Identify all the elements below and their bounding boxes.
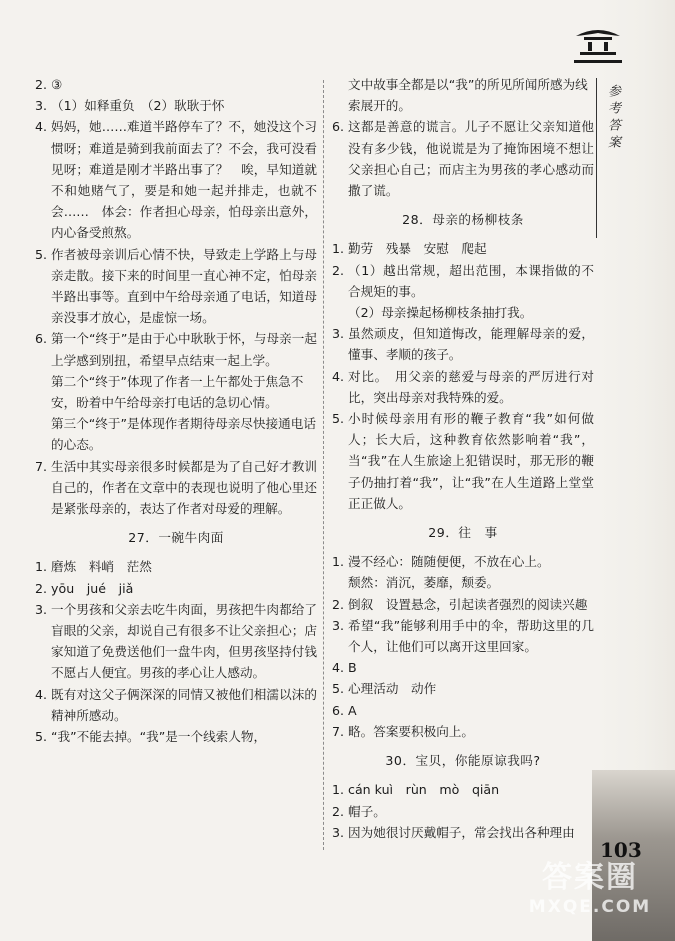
answer-item: 1. 磨炼 料峭 茫然	[35, 559, 152, 575]
answer-list	[35, 556, 317, 747]
answer-item: 6. A	[332, 702, 357, 718]
answer-item: 4. B	[332, 660, 357, 676]
answer-subitem: 颓然：消沉，萎靡，颓委。	[348, 575, 500, 591]
side-label: 参考答案	[605, 84, 620, 152]
right-column	[332, 74, 594, 843]
answer-item: 1. 漫不经心：随随便便，不放在心上。	[332, 554, 550, 570]
answer-item: 3. 虽然顽皮，但知道悔改，能理解母亲的爱，懂事、孝顺的孩子。	[332, 326, 594, 363]
answer-item: 5. 作者被母亲训后心情不快，导致走上学路上与母亲走散。接下来的时间里一直心神不定，怕母亲半路出事等。直到中午给母亲通了电话，知道母亲没事才放心，是虚惊一场。	[35, 246, 317, 326]
answer-item: 3. 因为她很讨厌戴帽子，常会找出各种理由	[332, 824, 575, 840]
answer-list	[332, 779, 594, 843]
answer-item: 6. 这都是善意的谎言。儿子不愿让父亲知道他没有多少钱，他说谎是为了掩饰困境不想让父亲担心自己；而店主为男孩的孝心感动而撒了谎。	[332, 119, 594, 199]
site-watermark	[515, 860, 665, 932]
answer-list	[35, 74, 317, 519]
answer-item: 4. 妈妈，她……难道半路停车了？不，她没这个习惯呀；难道是骑到我前面去了？不会，我可没看见呀；难道是刚才半路出事了？ 唉，早知道就不和她赌气了，要是和她一起并排走，也就不会…… 体会：作者担心母亲，怕母亲出意外，内心备受煎熬。	[35, 119, 317, 241]
section-title: 29．往 事	[428, 525, 498, 541]
answer-item: 3. （1）如释重负 （2）耿耿于怀	[35, 98, 225, 114]
answer-item: 4. 对比。 用父亲的慈爱与母亲的严厉进行对比，突出母亲对我特殊的爱。	[332, 368, 594, 405]
answer-item: 7. 生活中其实母亲很多时候都是为了自己好才教训自己的，作者在文章中的表现也说明了他心里还是紧张母亲的，表达了作者对母爱的理解。	[35, 458, 317, 517]
answer-item: 5. 心理活动 动作	[332, 681, 437, 697]
answer-item: 2. ③	[35, 77, 63, 92]
answer-item: 2. 帽子。	[332, 803, 386, 819]
page-number: 103	[600, 838, 642, 862]
section-title: 30．宝贝，你能原谅我吗?	[385, 753, 541, 769]
answer-list	[332, 238, 594, 514]
answer-item: 3. 希望“我”能够利用手中的伞，帮助这里的几个人，让他们可以离开这里回家。	[332, 617, 594, 655]
answer-item: 2. yōu jué jiǎ	[35, 580, 134, 596]
watermark-main: 答案圈	[542, 860, 638, 895]
watermark-sub: MXQE.COM	[528, 897, 652, 917]
left-column	[35, 74, 317, 747]
answer-continuation: 文中故事全都是以“我”的所见所闻所感为线索展开的。	[348, 77, 588, 114]
answer-subitem: （2）母亲操起杨柳枝条抽打我。	[348, 305, 533, 321]
answer-item: 7. 略。答案要积极向上。	[332, 723, 474, 739]
answer-item: 4. 既有对这父子俩深深的同情又被他们相濡以沫的精神所感动。	[35, 686, 317, 723]
answer-item: 2. 倒叙 设置悬念，引起读者强烈的阅读兴趣	[332, 596, 588, 612]
answer-item: 6. 第一个“终于”是由于心中耿耿于怀，与母亲一起上学感到别扭，希望早点结束一起上学。	[35, 331, 317, 368]
answer-item: 3. 一个男孩和父亲去吃牛肉面，男孩把牛肉都给了盲眼的父亲，却说自己有很多不让父亲担心；店家知道了免费送他们一盘牛肉，但男孩坚持付钱不愿占人便宜。男孩的孝心让人感动。	[35, 601, 317, 681]
answer-continuation: 第二个“终于”体现了作者一上午都处于焦急不安，盼着中午给母亲打电话的急切心情。	[51, 373, 304, 411]
section-title: 27．一碗牛肉面	[128, 530, 224, 546]
answer-item: 5. 小时候母亲用有形的鞭子教育“我”如何做人；长大后，这种教育依然影响着“我”，当“我”在人生旅途上犯错误时，那无形的鞭子仍抽打着“我”，让“我”在人生道路上堂堂正正做人。	[332, 411, 594, 511]
pavilion-logo-icon	[570, 22, 626, 70]
answer-item: 1. cán kuì rùn mò qiān	[332, 782, 500, 798]
answer-item: 2. （1）越出常规，超出范围，本课指做的不合规矩的事。	[332, 262, 594, 299]
side-rule	[596, 78, 597, 238]
section-title: 28．母亲的杨柳枝条	[402, 212, 524, 228]
answer-continuation: 第三个“终于”是体现作者期待母亲尽快接通电话的心态。	[51, 416, 316, 453]
answer-item: 5. “我”不能去掉。“我”是一个线索人物，	[35, 729, 267, 745]
answer-item: 1. 勤劳 残暴 安慰 爬起	[332, 241, 487, 257]
column-divider	[323, 80, 324, 850]
answer-list	[332, 551, 594, 742]
